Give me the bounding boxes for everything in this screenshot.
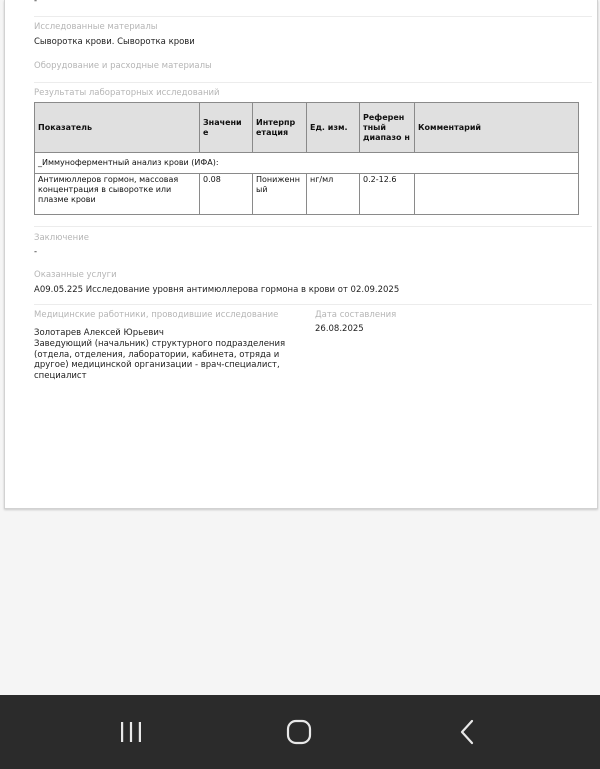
table-row — [35, 174, 579, 215]
recents-icon — [118, 720, 144, 744]
top-dash: - — [34, 0, 38, 6]
group-row — [35, 153, 579, 174]
services-label: Оказанные услуги — [34, 270, 117, 280]
cell-indicator: Антимюллеров гормон, массовая концентрация в сыворотке или плазме крови — [35, 174, 200, 215]
divider — [34, 304, 592, 305]
divider — [34, 82, 592, 83]
cell-comment — [415, 174, 579, 215]
conclusion-value: - — [34, 247, 38, 257]
cell-unit: нг/мл — [307, 174, 360, 215]
date-label: Дата составления — [315, 310, 397, 320]
header-indicator: Показатель — [35, 103, 200, 153]
header-unit: Ед. изм. — [307, 103, 360, 153]
services-value: A09.05.225 Исследование уровня антимюллерова гормона в крови от 02.09.2025 — [34, 285, 400, 295]
conclusion-label: Заключение — [34, 233, 89, 243]
medical-name: Золотарев Алексей Юрьевич — [34, 328, 164, 338]
back-button[interactable] — [438, 713, 498, 751]
header-reference: Референ тный диапазо н — [360, 103, 415, 153]
divider — [34, 226, 592, 227]
results-label: Результаты лабораторных исследований — [34, 88, 220, 98]
materials-label: Исследованные материалы — [34, 22, 158, 32]
cell-interpretation: Пониженн ый — [253, 174, 307, 215]
date-value: 26.08.2025 — [315, 324, 364, 334]
home-icon — [285, 718, 313, 746]
recents-button[interactable] — [101, 713, 161, 751]
table-header-row — [35, 103, 579, 153]
medical-position: Заведующий (начальник) структурного подразделения (отдела, отделения, лаборатории, кабинета, отряда и другое) медицинской организации - врач-специалист, специалист — [34, 339, 286, 381]
medical-label: Медицинские работники, проводившие исследование — [34, 310, 279, 320]
system-navigation-bar — [0, 695, 600, 769]
results-table — [34, 102, 579, 215]
header-comment: Комментарий — [415, 103, 579, 153]
back-icon — [457, 718, 479, 746]
header-interpretation: Интерпр етация — [253, 103, 307, 153]
cell-reference: 0.2-12.6 — [360, 174, 415, 215]
materials-value: Сыворотка крови. Сыворотка крови — [34, 37, 195, 47]
cell-value: 0.08 — [200, 174, 253, 215]
group-title: _Иммуноферментный анализ крови (ИФА): — [35, 153, 579, 174]
divider — [34, 16, 592, 17]
home-button[interactable] — [269, 713, 329, 751]
header-value: Значени е — [200, 103, 253, 153]
equipment-label: Оборудование и расходные материалы — [34, 61, 212, 71]
document-page — [4, 0, 598, 509]
